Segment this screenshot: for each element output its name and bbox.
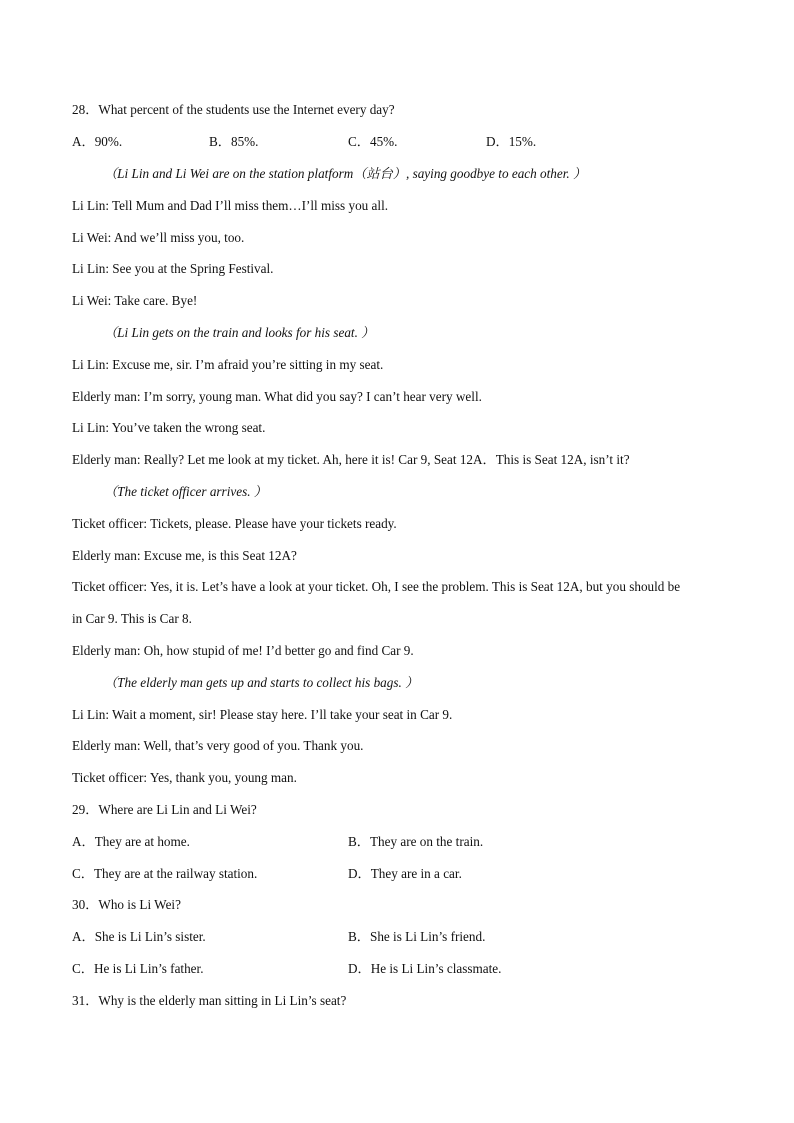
dialogue-line: Li Lin: Tell Mum and Dad I’ll miss them…I’ll miss you all. [72,198,389,213]
stage-direction: （Li Lin and Li Wei are on the station platform（站台）, saying goodbye to each other. ） [104,166,587,181]
dialogue-line: Li Lin: See you at the Spring Festival. [72,261,274,276]
q29-option-b: B．They are on the train. [348,834,484,849]
q28-option-d: D．15%. [486,134,537,149]
q28-option-c: C．45%. [348,134,398,149]
q30-option-d: D．He is Li Lin’s classmate. [348,961,502,976]
question-29: 29．Where are Li Lin and Li Wei? [72,802,257,817]
question-30: 30．Who is Li Wei? [72,897,181,912]
dialogue-line: Elderly man: Excuse me, is this Seat 12A? [72,548,297,563]
dialogue-line: Elderly man: Oh, how stupid of me! I’d better go and find Car 9. [72,643,414,658]
dialogue-line: Elderly man: Really? Let me look at my ticket. Ah, here it is! Car 9, Seat 12A．This is Seat 12A, isn’t it? [72,452,630,467]
stage-direction: （Li Lin gets on the train and looks for his seat. ） [104,325,375,340]
dialogue-line: Li Wei: Take care. Bye! [72,293,198,308]
q29-option-a: A．They are at home. [72,834,190,849]
q29-option-c: C．They are at the railway station. [72,866,258,881]
dialogue-line: Li Lin: Excuse me, sir. I’m afraid you’re sitting in my seat. [72,357,384,372]
q28-option-a: A．90%. [72,134,123,149]
q30-option-b: B．She is Li Lin’s friend. [348,929,486,944]
dialogue-line: Elderly man: I’m sorry, young man. What did you say? I can’t hear very well. [72,389,482,404]
dialogue-line: Elderly man: Well, that’s very good of you. Thank you. [72,738,364,753]
dialogue-line: Ticket officer: Yes, thank you, young man. [72,770,297,785]
dialogue-line: Li Lin: You’ve taken the wrong seat. [72,420,266,435]
stage-direction: （The ticket officer arrives. ） [104,484,267,499]
dialogue-line: in Car 9. This is Car 8. [72,611,192,626]
q30-option-a: A．She is Li Lin’s sister. [72,929,206,944]
question-28: 28．What percent of the students use the Internet every day? [72,102,395,117]
q30-option-c: C．He is Li Lin’s father. [72,961,204,976]
question-31: 31．Why is the elderly man sitting in Li Lin’s seat? [72,993,347,1008]
dialogue-line: Ticket officer: Tickets, please. Please have your tickets ready. [72,516,397,531]
q29-option-d: D．They are in a car. [348,866,462,881]
dialogue-line: Li Wei: And we’ll miss you, too. [72,230,245,245]
dialogue-line: Ticket officer: Yes, it is. Let’s have a look at your ticket. Oh, I see the problem. This is Seat 12A, but you should be [72,579,681,594]
q28-option-b: B．85%. [209,134,259,149]
stage-direction: （The elderly man gets up and starts to collect his bags. ） [104,675,419,690]
dialogue-line: Li Lin: Wait a moment, sir! Please stay here. I’ll take your seat in Car 9. [72,707,453,722]
